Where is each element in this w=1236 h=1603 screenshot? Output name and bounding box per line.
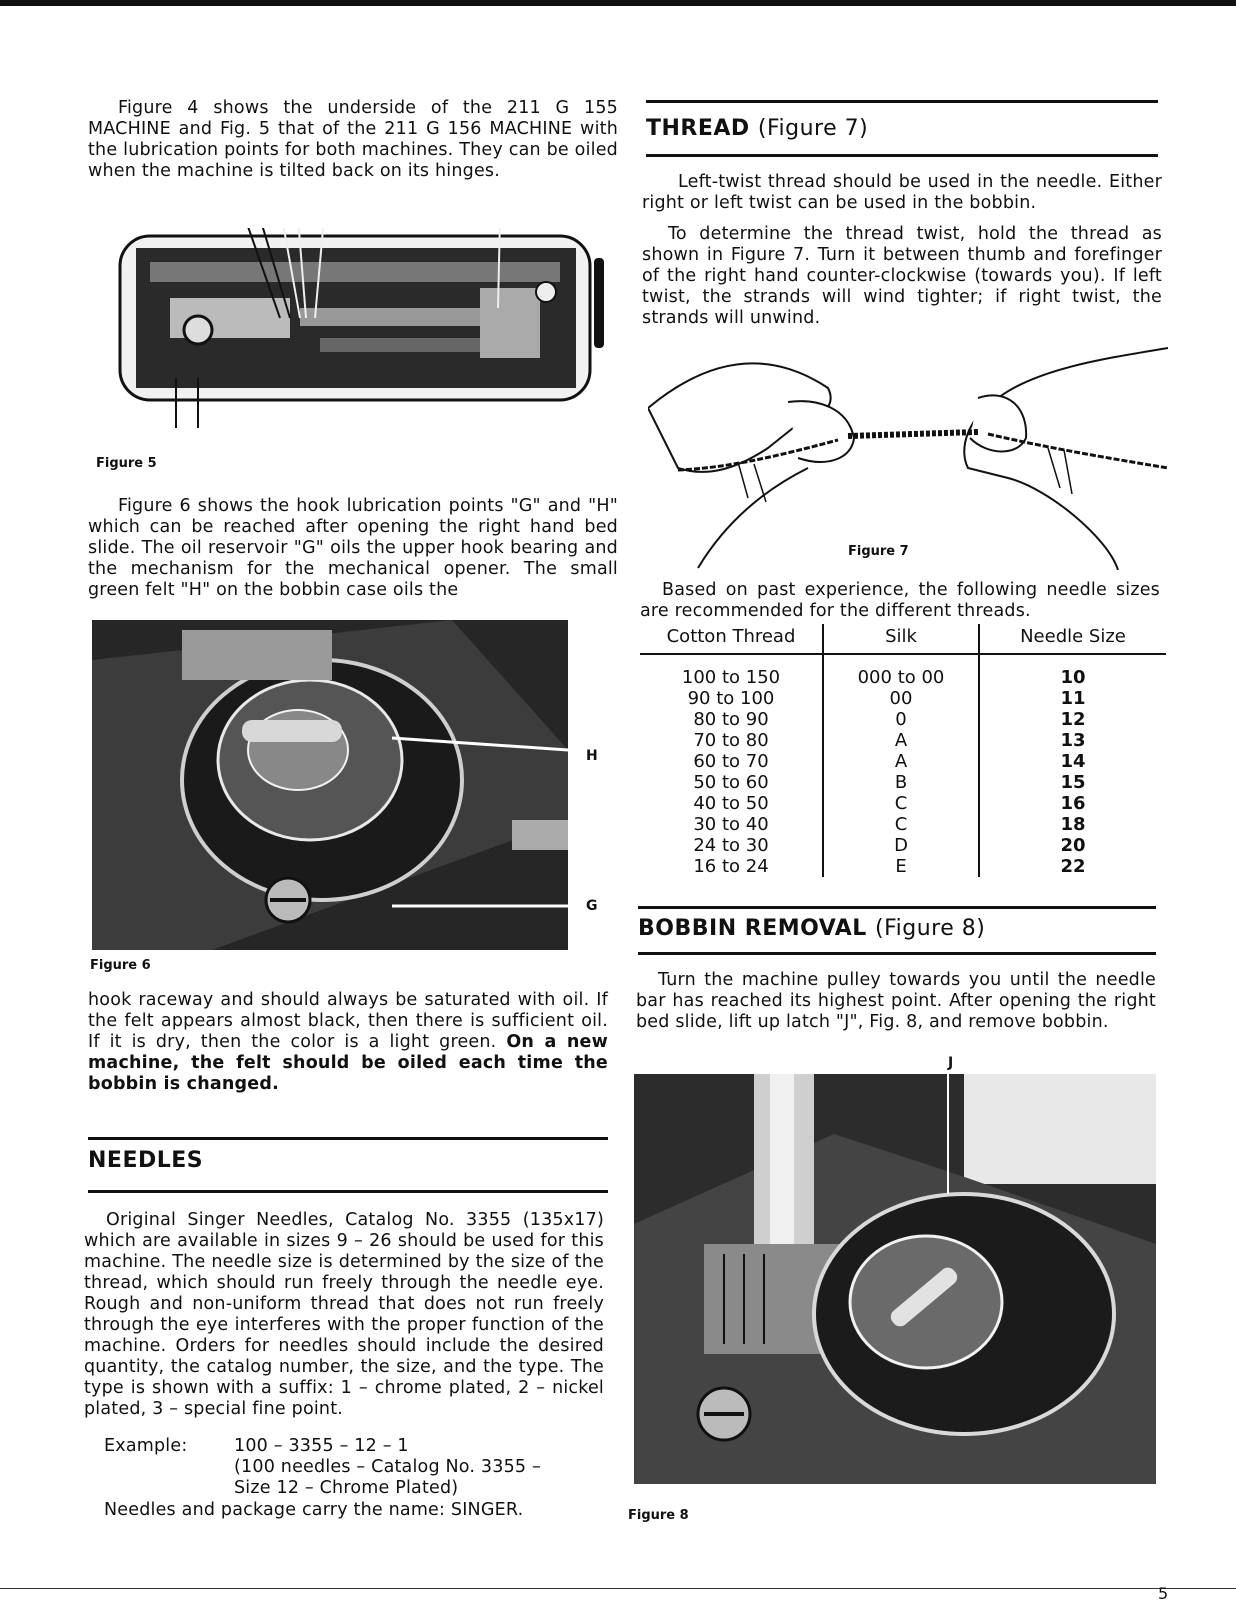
example-description-2: Size 12 – Chrome Plated) xyxy=(234,1478,459,1498)
bottom-rule xyxy=(0,1588,1236,1589)
table-cell-needle-size: 14 xyxy=(1060,751,1086,772)
table-cell-cotton: 60 to 70 xyxy=(640,751,823,772)
table-row xyxy=(640,814,1166,835)
figure-5-caption: Figure 5 xyxy=(96,456,157,471)
table-cell-needle-size: 12 xyxy=(1060,709,1086,730)
figure-7-image xyxy=(648,338,1168,570)
needles-paragraph: Original Singer Needles, Catalog No. 3355 (135x17) which are available in sizes 9 – 26 should be used for this machine. The needle size is determined by the size of the thread, which should run freely through the needle eye. Rough and non-uniform thread that does not run freely through the eye interferes with the proper function of the machine. Orders for needles should include the desired quantity, the catalog number, the size, and the type. The type is shown with a suffix: 1 – chrome plated, 2 – nickel plated, 3 – special fine point. xyxy=(84,1210,604,1419)
table-header-cotton: Cotton Thread xyxy=(640,624,823,654)
table-cell-silk: 000 to 00 xyxy=(823,654,979,688)
example-description-1: (100 needles – Catalog No. 3355 – xyxy=(234,1457,541,1477)
figure-8-label-j: J xyxy=(948,1055,954,1071)
figure-8-caption: Figure 8 xyxy=(628,1508,689,1523)
figure-6-label-h: H xyxy=(586,748,598,764)
table-cell-needle-size: 20 xyxy=(1060,835,1086,856)
figure-8-image xyxy=(634,1074,1156,1484)
needles-heading: NEEDLES xyxy=(88,1148,204,1173)
table-cell-needle-size: 11 xyxy=(1060,688,1086,709)
table-cell-silk: C xyxy=(823,814,979,835)
example-label: Example: xyxy=(104,1436,188,1456)
table-row xyxy=(640,835,1166,856)
figure-5-image xyxy=(110,228,606,428)
table-intro: Based on past experience, the following needle sizes are recommended for the different threads. xyxy=(640,580,1160,621)
table-row xyxy=(640,709,1166,730)
bobbin-heading xyxy=(638,916,985,941)
bobbin-heading-sub: (Figure 8) xyxy=(875,916,986,941)
figure-6-paragraph-bottom xyxy=(88,990,608,1095)
figure-6-caption: Figure 6 xyxy=(90,958,151,973)
figure-6-paragraph-plain: hook raceway and should always be saturated with oil. If the felt appears almost black, then there is sufficient oil. If it is dry, then the color is a light green. xyxy=(88,990,608,1052)
table-header-silk: Silk xyxy=(823,624,979,654)
table-cell-cotton: 70 to 80 xyxy=(640,730,823,751)
table-cell-silk: B xyxy=(823,772,979,793)
table-cell-needle-size: 13 xyxy=(1060,730,1086,751)
table-row xyxy=(640,751,1166,772)
table-cell-needle-size: 10 xyxy=(1060,667,1086,688)
table-row xyxy=(640,730,1166,751)
needles-rule-bottom xyxy=(88,1190,608,1193)
table-row xyxy=(640,654,1166,688)
needles-footer: Needles and package carry the name: SINGER. xyxy=(104,1500,524,1520)
table-cell-cotton: 30 to 40 xyxy=(640,814,823,835)
needles-rule-top xyxy=(88,1137,608,1140)
table-cell-needle-size: 22 xyxy=(1060,856,1086,877)
thread-paragraph-2: To determine the thread twist, hold the thread as shown in Figure 7. Turn it between thumb and forefinger of the right hand counter-clockwise (towards you). If left twist, the strands will wind tighter; if right twist, the strands will unwind. xyxy=(642,224,1162,328)
table-cell-silk: A xyxy=(823,751,979,772)
table-cell-silk: C xyxy=(823,793,979,814)
needle-size-table xyxy=(640,624,1166,877)
table-cell-silk: 0 xyxy=(823,709,979,730)
table-cell-needle-size: 16 xyxy=(1060,793,1086,814)
table-cell-cotton: 50 to 60 xyxy=(640,772,823,793)
table-cell-needle-size: 18 xyxy=(1060,814,1086,835)
bobbin-rule-top xyxy=(638,906,1156,909)
thread-heading xyxy=(646,116,868,141)
thread-heading-title: THREAD xyxy=(646,116,750,141)
top-border xyxy=(0,0,1236,6)
figure-7-caption: Figure 7 xyxy=(848,544,909,559)
table-row xyxy=(640,793,1166,814)
table-cell-needle-size: 15 xyxy=(1060,772,1086,793)
table-row xyxy=(640,772,1166,793)
table-cell-cotton: 40 to 50 xyxy=(640,793,823,814)
example-code: 100 – 3355 – 12 – 1 xyxy=(234,1436,409,1456)
table-row xyxy=(640,688,1166,709)
figure-6-label-g: G xyxy=(586,898,598,914)
bobbin-heading-title: BOBBIN REMOVAL xyxy=(638,916,867,941)
table-cell-cotton: 100 to 150 xyxy=(640,654,823,688)
thread-paragraph-1: Left-twist thread should be used in the needle. Either right or left twist can be used in the bobbin. xyxy=(642,172,1162,213)
table-cell-cotton: 24 to 30 xyxy=(640,835,823,856)
thread-heading-sub: (Figure 7) xyxy=(757,116,869,141)
figure-6-paragraph-top: Figure 6 shows the hook lubrication points "G" and "H" which can be reached after opening the right hand bed slide. The oil reservoir "G" oils the upper hook bearing and the mechanism for the mechanical opener. The small green felt "H" on the bobbin case oils the xyxy=(88,496,618,600)
table-cell-silk: A xyxy=(823,730,979,751)
table-cell-cotton: 90 to 100 xyxy=(640,688,823,709)
table-cell-silk: D xyxy=(823,835,979,856)
figure-6-paragraph-bold: On a new machine, the felt should be oiled each time the bobbin is changed. xyxy=(88,1032,608,1094)
thread-rule-top xyxy=(646,100,1158,103)
table-cell-cotton: 80 to 90 xyxy=(640,709,823,730)
bobbin-rule-bottom xyxy=(638,952,1156,955)
table-cell-cotton: 16 to 24 xyxy=(640,856,823,877)
intro-paragraph: Figure 4 shows the underside of the 211 G 155 MACHINE and Fig. 5 that of the 211 G 156 MACHINE with the lubrication points for both machines. They can be oiled when the machine is tilted back on its hinges. xyxy=(88,98,618,181)
table-cell-silk: 00 xyxy=(823,688,979,709)
page-number: 5 xyxy=(1158,1584,1169,1603)
table-header-needle-size: Needle Size xyxy=(979,624,1166,654)
thread-rule-bottom xyxy=(646,154,1158,157)
figure-6-image xyxy=(92,620,568,950)
table-row xyxy=(640,856,1166,877)
bobbin-paragraph: Turn the machine pulley towards you until the needle bar has reached its highest point. After opening the right bed slide, lift up latch "J", Fig. 8, and remove bobbin. xyxy=(636,970,1156,1032)
table-cell-silk: E xyxy=(823,856,979,877)
